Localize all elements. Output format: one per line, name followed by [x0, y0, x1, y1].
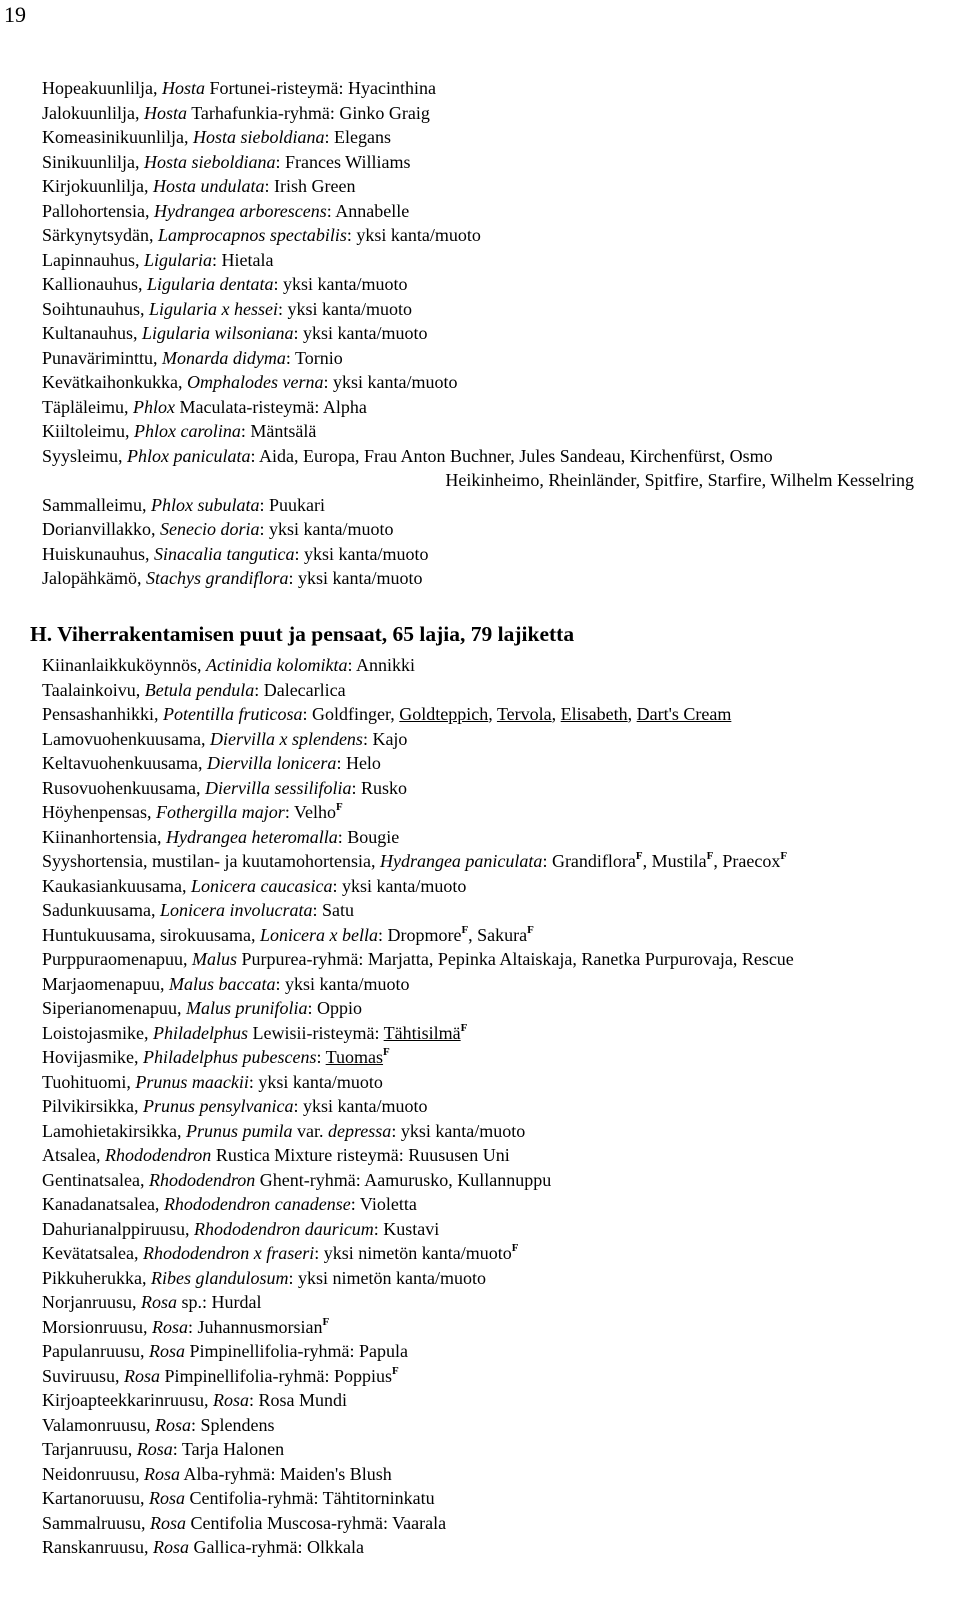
list-entry: [42, 1462, 952, 1487]
list-entry: [42, 566, 942, 591]
list-entry: [42, 678, 952, 703]
entry-text: Rustica Mixture risteymä: Ruususen Uni: [211, 1145, 510, 1165]
footnote-marker: F: [322, 1315, 330, 1328]
entry-text: Marjaomenapuu,: [42, 973, 169, 994]
perennials-list: [42, 76, 942, 591]
entry-text: Komeasinikuunlilja,: [42, 127, 193, 147]
entry-text: Jalopähkämö,: [42, 568, 146, 588]
latin-name: Phlox paniculata: [127, 445, 251, 466]
entry-text: : Dalecarlica: [254, 679, 346, 700]
list-entry: [42, 653, 952, 678]
entry-text: : Mäntsälä: [240, 421, 317, 441]
cultivar-name: Dart's Cream: [636, 704, 732, 724]
list-entry: [42, 1021, 952, 1046]
latin-name: Monarda didyma: [162, 347, 286, 368]
footnote-marker: F: [336, 801, 343, 813]
list-entry: [42, 1192, 952, 1217]
list-entry: [42, 702, 952, 727]
latin-name: Diervilla lonicera: [206, 753, 337, 773]
latin-name: Phlox: [132, 396, 175, 417]
latin-name: Ligularia wilsoniana: [141, 323, 294, 343]
cultivar-name: Elisabeth: [560, 704, 628, 724]
latin-name: Potentilla fruticosa: [163, 704, 303, 724]
entry-text: Morsionruusu,: [42, 1316, 153, 1337]
entry-text: Siperianomenapuu,: [42, 998, 186, 1018]
entry-text: Loistojasmike,: [42, 1022, 153, 1043]
entry-text: Centifolia Muscosa-ryhmä: Vaarala: [186, 1512, 447, 1533]
list-entry: [42, 1388, 952, 1413]
entry-text: : Juhannusmorsian: [188, 1316, 323, 1337]
list-entry: [42, 395, 942, 420]
entry-text: Gallica-ryhmä: Olkkala: [189, 1537, 364, 1557]
entry-text: ,: [488, 704, 497, 724]
entry-text: : Annabelle: [326, 200, 410, 221]
page-number: 19: [4, 2, 26, 27]
entry-text: Pimpinellifolia-ryhmä: Papula: [185, 1341, 408, 1361]
latin-name: Prunus maackii: [135, 1071, 249, 1092]
latin-name: Rhododendron: [104, 1145, 212, 1165]
latin-name: Diervilla sessilifolia: [204, 777, 352, 798]
entry-text: Pilvikirsikka,: [42, 1096, 144, 1116]
entry-text: : yksi nimetön kanta/muoto: [314, 1243, 512, 1263]
entry-text: Pallohortensia,: [42, 200, 154, 221]
entry-text: Valamonruusu,: [42, 1414, 155, 1435]
entry-text: : Kustavi: [373, 1218, 440, 1239]
latin-name: Malus prunifolia: [185, 998, 308, 1018]
entry-text: Kevätkaihonkukka,: [42, 372, 187, 392]
entry-text: Sinikuunlilja,: [42, 151, 145, 172]
entry-text: ,: [551, 704, 561, 724]
latin-name: Rhododendron dauricum: [193, 1218, 374, 1239]
entry-text: Kallionauhus,: [42, 274, 147, 294]
list-entry: [42, 493, 942, 518]
entry-text: Centifolia-ryhmä: Tähtitorninkatu: [184, 1488, 435, 1508]
entry-text: Purpurea-ryhmä: Marjatta, Pepinka Altaiskaja, Ranetka Purpurovaja, Rescue: [236, 949, 794, 969]
latin-name: Prunus pumila: [185, 1120, 293, 1141]
latin-name: depressa: [327, 1120, 392, 1141]
entry-text: : yksi kanta/muoto: [332, 875, 467, 896]
latin-name: Hydrangea arborescens: [153, 200, 327, 221]
latin-name: Malus: [191, 949, 237, 969]
latin-name: Ligularia x hessei: [149, 298, 279, 319]
list-entry: [42, 1070, 952, 1095]
list-entry: [42, 1413, 952, 1438]
entry-text: : Kajo: [362, 728, 408, 749]
latin-name: Betula pendula: [144, 679, 255, 700]
entry-text: Kiinanlaikkuköynnös,: [42, 655, 206, 675]
footnote-marker: F: [461, 923, 469, 936]
entry-text: Papulanruusu,: [42, 1341, 149, 1361]
latin-name: Rosa: [153, 1537, 189, 1557]
entry-text: Lapinnauhus,: [42, 249, 144, 270]
entry-text: Kaukasiankuusama,: [42, 875, 191, 896]
list-entry: [42, 1290, 952, 1315]
entry-text: : yksi kanta/muoto: [346, 225, 481, 245]
footnote-marker: F: [780, 850, 788, 862]
entry-text: Neidonruusu,: [42, 1463, 144, 1484]
footnote-marker: F: [460, 1021, 468, 1034]
list-entry: [42, 751, 952, 776]
list-entry: [42, 517, 942, 542]
entry-text: : Oppio: [307, 998, 362, 1018]
latin-name: Rosa: [124, 1365, 161, 1386]
entry-text: : Rusko: [351, 777, 407, 798]
list-entry: [42, 972, 952, 997]
entry-text: Sammalleimu,: [42, 494, 151, 515]
entry-text: Ranskanruusu,: [42, 1537, 153, 1557]
cultivar-name: Goldteppich: [399, 704, 489, 724]
entry-text: Jalokuunlilja,: [42, 102, 144, 123]
entry-text: : yksi kanta/muoto: [293, 323, 428, 343]
list-entry: [42, 297, 942, 322]
cultivar-name: Tuomas: [325, 1047, 384, 1067]
entry-text: Syyshortensia, mustilan- ja kuutamohortensia,: [42, 851, 380, 871]
list-entry: [42, 849, 952, 874]
latin-name: Hosta sieboldiana: [144, 151, 276, 172]
entry-text: Hopeakuunlilja,: [42, 78, 162, 98]
entry-text: : Velho: [284, 802, 336, 822]
list-entry: [42, 321, 942, 346]
list-entry: [42, 874, 952, 899]
list-entry: [42, 923, 952, 948]
entry-text: Norjanruusu,: [42, 1292, 141, 1312]
list-entry: [42, 444, 942, 493]
latin-name: Rhododendron: [148, 1169, 256, 1190]
list-entry: [42, 542, 942, 567]
latin-name: Phlox subulata: [150, 494, 260, 515]
entry-text: Tuohituomi,: [42, 1071, 136, 1092]
entry-text: : Violetta: [350, 1194, 417, 1214]
latin-name: Hosta: [161, 78, 205, 98]
latin-name: Lonicera x bella: [259, 924, 378, 945]
entry-text: : Rosa Mundi: [248, 1390, 347, 1410]
latin-name: Lonicera involucrata: [159, 900, 313, 920]
latin-name: Fothergilla major: [155, 802, 285, 822]
latin-name: Rosa: [212, 1390, 249, 1410]
entry-text: Tarhafunkia-ryhmä: Ginko Graig: [187, 102, 430, 123]
latin-name: Hosta: [144, 102, 188, 123]
list-entry: [42, 1045, 952, 1070]
cultivar-name: Tervola: [496, 704, 552, 724]
latin-name: Actinidia kolomikta: [206, 655, 348, 675]
entry-text: Suviruusu,: [42, 1365, 125, 1386]
latin-name: Rosa: [152, 1316, 189, 1337]
list-entry: [42, 1168, 952, 1193]
entry-text: : yksi kanta/muoto: [273, 274, 408, 294]
list-entry: [42, 1511, 952, 1536]
entry-text: : Irish Green: [264, 176, 356, 196]
entry-text: : Frances Williams: [275, 151, 411, 172]
entry-text: : yksi kanta/muoto: [391, 1120, 526, 1141]
footnote-marker: F: [635, 850, 643, 862]
entry-text: sp.: Hurdal: [176, 1292, 262, 1312]
entry-text: , Sakura: [468, 924, 528, 945]
list-entry: [42, 1119, 952, 1144]
list-entry: [42, 727, 952, 752]
entry-text: Huntukuusama, sirokuusama,: [42, 924, 260, 945]
entry-text: Kirjoapteekkarinruusu,: [42, 1390, 213, 1410]
list-entry: [42, 800, 952, 825]
latin-name: Hosta sieboldiana: [192, 127, 325, 147]
footnote-marker: F: [383, 1046, 390, 1058]
entry-text: Punaväriminttu,: [42, 347, 162, 368]
latin-name: Ligularia dentata: [147, 274, 274, 294]
entry-text: Kiiltoleimu,: [42, 421, 134, 441]
list-entry: [42, 223, 942, 248]
entry-text: : Goldfinger,: [302, 704, 400, 724]
entry-text: : yksi kanta/muoto: [248, 1071, 383, 1092]
entry-continuation: Heikinheimo, Rheinländer, Spitfire, Starfire, Wilhelm Kesselring: [445, 470, 914, 490]
latin-name: Malus baccata: [168, 973, 276, 994]
entry-text: Huiskunauhus,: [42, 543, 154, 564]
entry-text: : yksi kanta/muoto: [275, 973, 410, 994]
entry-text: : Tarja Halonen: [172, 1439, 285, 1459]
entry-text: Höyhenpensas,: [42, 802, 156, 822]
cultivar-name: Tähtisilmä: [383, 1022, 461, 1043]
entry-text: var.: [292, 1120, 328, 1141]
list-entry: [42, 370, 942, 395]
entry-text: Kirjokuunlilja,: [42, 176, 153, 196]
list-entry: [42, 898, 952, 923]
list-entry: [42, 419, 942, 444]
latin-name: Rosa: [136, 1439, 173, 1459]
latin-name: Omphalodes verna: [186, 372, 324, 392]
entry-text: : Annikki: [347, 655, 415, 675]
entry-text: : Elegans: [324, 127, 391, 147]
latin-name: Hosta undulata: [153, 176, 265, 196]
list-entry: [42, 125, 942, 150]
latin-name: Philadelphus: [153, 1022, 248, 1043]
latin-name: Rosa: [149, 1341, 185, 1361]
entry-text: , Praecox: [713, 851, 781, 871]
entry-text: Ghent-ryhmä: Aamurusko, Kullannuppu: [255, 1169, 552, 1190]
entry-text: : Satu: [312, 900, 354, 920]
entry-text: : yksi nimetön kanta/muoto: [288, 1267, 486, 1288]
entry-text: : yksi kanta/muoto: [288, 568, 423, 588]
entry-text: Purppuraomenapuu,: [42, 949, 192, 969]
entry-text: Alba-ryhmä: Maiden's Blush: [180, 1463, 392, 1484]
latin-name: Hydrangea paniculata: [379, 851, 543, 871]
latin-name: Phlox carolina: [134, 421, 241, 441]
list-entry: [42, 776, 952, 801]
latin-name: Ribes glandulosum: [150, 1267, 289, 1288]
entry-text: Kiinanhortensia,: [42, 826, 166, 847]
entry-text: Pensashanhikki,: [42, 704, 163, 724]
list-entry: [42, 1364, 952, 1389]
list-entry: [42, 1437, 952, 1462]
list-entry: [42, 1143, 952, 1168]
list-entry: [42, 1217, 952, 1242]
entry-text: Dorianvillakko,: [42, 519, 160, 539]
entry-text: Kultanauhus,: [42, 323, 142, 343]
entry-text: Särkynytsydän,: [42, 225, 158, 245]
latin-name: Stachys grandiflora: [145, 568, 289, 588]
list-entry: [42, 825, 952, 850]
list-entry: [42, 1266, 952, 1291]
list-entry: [42, 199, 942, 224]
footnote-marker: F: [527, 923, 534, 936]
entry-text: Syysleimu,: [42, 445, 128, 466]
latin-name: Ligularia: [143, 249, 213, 270]
latin-name: Hydrangea heteromalla: [165, 826, 338, 847]
list-entry: [42, 1486, 952, 1511]
list-entry: [42, 346, 942, 371]
entry-text: ,: [627, 704, 637, 724]
entry-text: Taalainkoivu,: [42, 679, 145, 700]
latin-name: Rosa: [144, 1463, 180, 1484]
entry-text: Maculata-risteymä: Alpha: [174, 396, 367, 417]
list-entry: [42, 1094, 952, 1119]
latin-name: Rosa: [140, 1292, 177, 1312]
entry-text: : Hietala: [212, 249, 274, 270]
list-entry: [42, 272, 942, 297]
entry-text: : Aida, Europa, Frau Anton Buchner, Jules Sandeau, Kirchenfürst, Osmo: [250, 445, 773, 466]
entry-text: : yksi kanta/muoto: [293, 1096, 428, 1116]
entry-text: : Bougie: [337, 826, 400, 847]
list-entry: [42, 1339, 952, 1364]
list-entry: [42, 947, 952, 972]
trees-shrubs-list: [42, 653, 952, 1560]
entry-text: Lamovuohenkuusama,: [42, 728, 210, 749]
entry-text: : yksi kanta/muoto: [294, 543, 429, 564]
footnote-marker: F: [706, 850, 714, 862]
entry-text: : yksi kanta/muoto: [278, 298, 413, 319]
entry-text: Lamohietakirsikka,: [42, 1120, 186, 1141]
entry-text: Sammalruusu,: [42, 1512, 150, 1533]
list-entry: [42, 101, 942, 126]
section-heading: H. Viherrakentamisen puut ja pensaat, 65 lajia, 79 lajiketta: [30, 622, 575, 646]
latin-name: Rhododendron x fraseri: [142, 1243, 315, 1263]
entry-text: Soihtunauhus,: [42, 298, 150, 319]
entry-text: Tarjanruusu,: [42, 1439, 137, 1459]
entry-text: Gentinatsalea,: [42, 1169, 149, 1190]
latin-name: Rosa: [154, 1414, 191, 1435]
list-entry: [42, 76, 942, 101]
entry-text: Hovijasmike,: [42, 1047, 143, 1067]
latin-name: Rosa: [148, 1488, 185, 1508]
footnote-marker: F: [392, 1364, 399, 1377]
list-entry: [42, 150, 942, 175]
entry-text: Kevätatsalea,: [42, 1243, 143, 1263]
latin-name: Lamprocapnos spectabilis: [158, 225, 347, 245]
entry-text: Kartanoruusu,: [42, 1488, 149, 1508]
latin-name: Lonicera caucasica: [190, 875, 333, 896]
entry-text: :: [316, 1047, 326, 1067]
entry-text: Pimpinellifolia-ryhmä: Poppius: [160, 1365, 393, 1386]
entry-text: : Grandiflora: [542, 851, 636, 871]
entry-text: Fortunei-risteymä: Hyacinthina: [205, 78, 436, 98]
latin-name: Senecio doria: [159, 519, 260, 539]
list-entry: [42, 174, 942, 199]
latin-name: Rhododendron canadense: [163, 1194, 351, 1214]
list-entry: [42, 1241, 952, 1266]
list-entry: [42, 1315, 952, 1340]
latin-name: Philadelphus pubescens: [143, 1047, 317, 1067]
latin-name: Diervilla x splendens: [209, 728, 363, 749]
entry-text: Täpläleimu,: [42, 396, 133, 417]
latin-name: Sinacalia tangutica: [154, 543, 295, 564]
entry-text: : Dropmore: [377, 924, 462, 945]
entry-text: Pikkuherukka,: [42, 1267, 151, 1288]
entry-text: Dahurianalppiruusu,: [42, 1218, 194, 1239]
entry-text: , Mustila: [642, 851, 707, 871]
entry-text: Sadunkuusama,: [42, 900, 160, 920]
entry-text: : Tornio: [285, 347, 343, 368]
entry-text: : yksi kanta/muoto: [323, 372, 458, 392]
entry-text: Atsalea,: [42, 1145, 105, 1165]
entry-text: Rusovuohenkuusama,: [42, 777, 205, 798]
entry-text: : yksi kanta/muoto: [259, 519, 394, 539]
entry-text: Keltavuohenkuusama,: [42, 753, 207, 773]
list-entry: [42, 996, 952, 1021]
latin-name: Prunus pensylvanica: [143, 1096, 294, 1116]
entry-text: Lewisii-risteymä:: [248, 1022, 384, 1043]
entry-text: Kanadanatsalea,: [42, 1194, 164, 1214]
list-entry: [42, 248, 942, 273]
footnote-marker: F: [511, 1242, 519, 1254]
entry-text: : Puukari: [259, 494, 325, 515]
latin-name: Rosa: [150, 1512, 186, 1533]
list-entry: [42, 1535, 952, 1560]
entry-text: : Helo: [336, 753, 381, 773]
entry-text: : Splendens: [190, 1414, 275, 1435]
